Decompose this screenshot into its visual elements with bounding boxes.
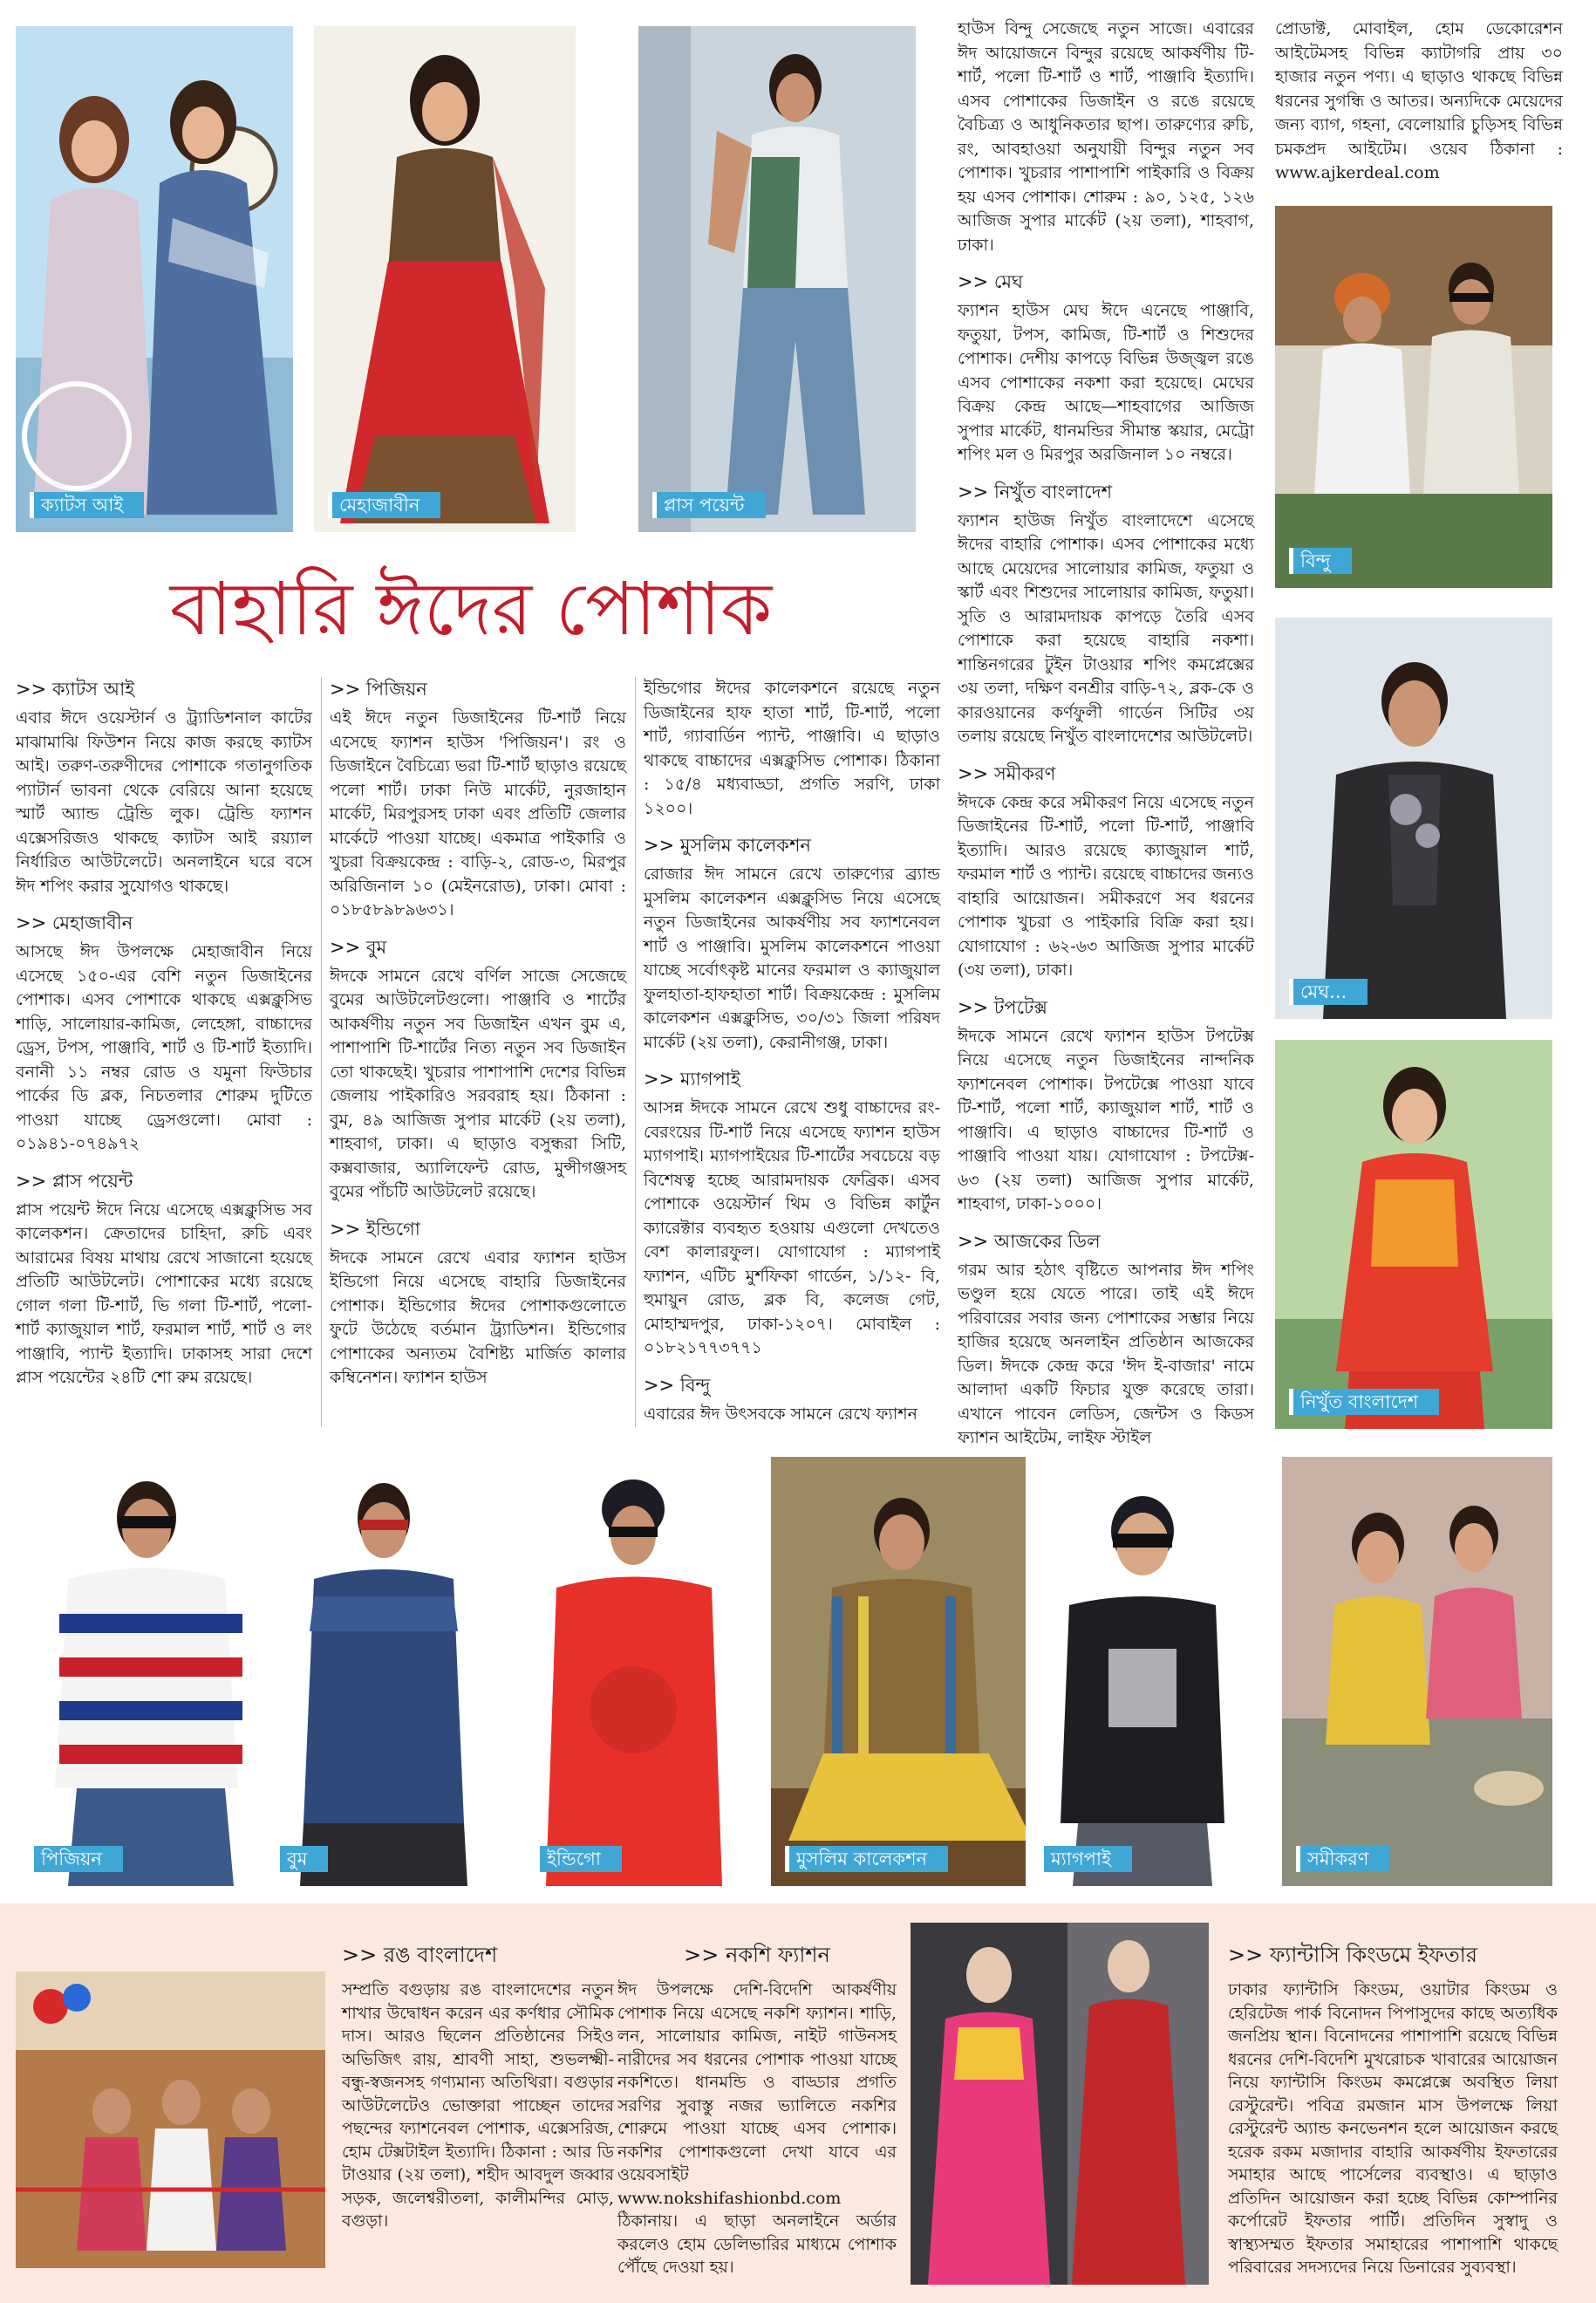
photo-pijion: [16, 1457, 286, 1886]
text-column-3: [644, 677, 940, 1427]
heading-somikoron: >> সমীকরণ: [958, 762, 1056, 784]
heading-indigo: >> ইন্ডিগো: [330, 1218, 420, 1240]
photo-plus-point: [638, 26, 916, 532]
heading-cats-eye: >> ক্যাটস আই: [16, 679, 135, 700]
photo-somikoron: [1282, 1457, 1552, 1886]
heading-boom: >> বুম: [330, 936, 387, 958]
caption-cats-eye: ক্যাটস আই: [30, 492, 144, 518]
paragraph-ajker-deal: গরম আর হঠাৎ বৃষ্টিতে আপনার ঈদ শপিং ভণ্ডুল হয়ে যেতে পারে। তাই এই ঈদে পরিবারের সবার জন্য পোশাকের সম্ভার নিয়ে হাজির হয়েছে অনলাইন প্রতিষ্ঠান আজকের ডিল। ঈদকে কেন্দ্র করে 'ঈদ ই-বাজার' নামে আলাদা একটি ফিচার যুক্ত করেছে তারা। এখানে পাবেন লেডিস, জেন্টস ও কিডস ফ্যাশন আইটেম, লাইফ স্টাইল: [958, 1260, 1254, 1447]
text-fantasy-kingdom: [1228, 1942, 1558, 2279]
heading-megh: >> মেঘ: [958, 271, 1024, 292]
caption-mehazabin: মেহাজাবীন: [328, 492, 440, 518]
text-column-ajker-cont: [1275, 17, 1563, 192]
heading-plus-point: >> প্লাস পয়েন্ট: [16, 1170, 133, 1192]
ajker-deal-continued: প্রোডাক্ট, মোবাইল, হোম ডেকোরেশন আইটেমসহ বিভিন্ন ক্যাটাগরি প্রায় ৩০ হাজার নতুন পণ্য। এ ছাড়াও থাকছে বিভিন্ন ধরনের সুগন্ধি ও আতর। অন্যদিকে মেয়েদের জন্য ব্যাগ, গহনা, বেলোয়ারি চুড়িসহ বিভিন্ন চমকপ্রদ আইটেম। ওয়েব ঠিকানা : www.ajkerdeal.com: [1275, 19, 1563, 182]
heading-nokshi-fashion: >> নকশি ফ্যাশন: [684, 1943, 830, 1967]
paragraph-bindu: এবারের ঈদ উৎসবকে সামনে রেখে ফ্যাশন: [644, 1404, 918, 1424]
heading-nikhut: >> নিখুঁত বাংলাদেশ: [958, 481, 1113, 502]
photo-magpie: [1026, 1457, 1259, 1886]
photo-cats-eye: [16, 26, 293, 532]
caption-pijion: পিজিয়ন: [30, 1846, 123, 1872]
caption-boom: বুম: [276, 1846, 328, 1872]
text-nokshi-fashion: [617, 1942, 897, 2279]
caption-magpie: ম্যাগপাই: [1040, 1846, 1132, 1872]
paragraph-mehazabin: আসছে ঈদ উপলক্ষে মেহাজাবীন নিয়ে এসেছে ১৫০-এর বেশি নতুন ডিজাইনের পোশাক। এসব পোশাকে থাকছে এক্সক্লুসিভ শাড়ি, সালোয়ার-কামিজ, লেহেঙ্গা, বাচ্চাদের ড্রেস, টপস, পাঞ্জাবি, শার্ট ও টি-শার্ট ইত্যাদি। বনানী ১১ নম্বর রোড ও যমুনা ফিউচার পার্কের ডি ব্লক, নিচতলার শোরুম দুটিতে পাওয়া যাচ্ছে ড্রেসগুলো। মোবা : ০১৯৪১-০৭৪৯৭২: [16, 942, 312, 1153]
heading-mehazabin: >> মেহাজাবীন: [16, 912, 133, 933]
paragraph-rong-bangladesh: সম্প্রতি বগুড়ায় রঙ বাংলাদেশের নতুন শাখার উদ্বোধন করেন এর কর্ণধার সৌমিক দাস। আরও ছিলেন প্রতিষ্ঠানের সিইও অভিজিৎ রায়, শ্রাবণী সাহা, শুভলক্ষ্মী-বন্ধু-স্বজনসহ গণ্যমান্য অতিথিরা। বগুড়ার আউটলেটেও ভোক্তারা পাচ্ছেন তাদের পছন্দের ফ্যাশনেবল পোশাক, এক্সেসরিজ, হোম টেক্সটাইল ইত্যাদি। ঠিকানা : আর ডি টাওয়ার (২য় তলা), শহীদ আবদুল জব্বার সড়ক, জলেশ্বরীতলা, কালীমন্দির মোড়, বগুড়া।: [342, 1980, 614, 2231]
heading-magpie: >> ম্যাগপাই: [644, 1069, 740, 1090]
page-title: বাহারি ঈদের পোশাক: [169, 566, 773, 652]
caption-somikoron: সমীকরণ: [1296, 1846, 1389, 1872]
paragraph-boom: ঈদকে সামনে রেখে বর্ণিল সাজে সেজেছে বুমের আউটলেটগুলো। পাঞ্জাবি ও শার্টের আকর্ষণীয় নতুন সব ডিজাইন এখন বুম এ, পাশাপাশি টি-শার্টের নিত্য নতুন সব ডিজাইন তো থাকছেই। খুচরার পাশাপাশি দেশের বিভিন্ন জেলায় পাইকারিও সরবরাহ হয়। ঠিকানা : বুম, ৪৯ আজিজ সুপার মার্কেট (২য় তলা), শাহবাগ, ঢাকা। এ ছাড়াও বসুন্ধরা সিটি, কক্সবাজার, অ্যালিফেন্ট রোড, মুন্সীগঞ্জসহ বুমের পাঁচটি আউটলেট রয়েছে।: [330, 966, 626, 1201]
paragraph-topten: ঈদকে সামনে রেখে ফ্যাশন হাউস টপটেক্স নিয়ে এসেছে নতুন ডিজাইনের নান্দনিক ফ্যাশনেবল পোশাক। টপটেক্সে পাওয়া যাবে টি-শার্ট, পলো শার্ট, ক্যাজুয়াল শার্ট, শার্ট ও পাঞ্জাবি। এ ছাড়াও বাচ্চাদের টি-শার্ট ও পাঞ্জাবি পাওয়া যায়। যোগাযোগ : টপটেক্স- ৬৩ (২য় তলা) আজিজ সুপার মার্কেট, শাহবাগ, ঢাকা-১০০০।: [958, 1026, 1254, 1213]
column-divider: [321, 677, 322, 1427]
heading-bindu: >> বিন্দু: [644, 1374, 711, 1396]
caption-indigo: ইন্ডিগো: [535, 1846, 622, 1872]
photo-bindu: [1275, 206, 1552, 588]
photo-nokshi-fashion: [911, 1923, 1209, 2285]
caption-plus-point: প্লাস পয়েন্ট: [652, 492, 766, 518]
paragraph-fantasy-kingdom: ঢাকার ফ্যান্টাসি কিংডম, ওয়াটার কিংডম ও হেরিটেজ পার্ক বিনোদন পিপাসুদের কাছে অত্যধিক জনপ্রিয় স্থান। বিনোদনের পাশাপাশি রয়েছে বিভিন্ন ধরনের দেশি-বিদেশি মুখরোচক খাবারের আয়োজন নিয়ে ফ্যান্টাসি কিংডম কমপ্লেক্সে অবস্থিত লিয়া রেস্টুরেন্ট। পবিত্র রমজান মাস উপলক্ষে লিয়া রেস্টুরেন্ট অ্যান্ড কনভেনশন হলে আয়োজন করছে হরেক রকম মজাদার বাহারি আকর্ষণীয় ইফতারের সমাহার আছে পার্সেলের ব্যবস্থাও। এ ছাড়াও প্রতিদিন আয়োজন করা হচ্ছে বিভিন্ন কোম্পানির কর্পোরেট ইফতার পার্টি। প্রতিদিন সুস্বাদু ও স্বাস্থ্যসম্মত ইফতার সমাহারের পাশাপাশি থাকছে পরিবারের সদস্যদের নিয়ে ডিনারের সুব্যবস্থা।: [1228, 1980, 1558, 2277]
paragraph-cats-eye: এবার ঈদে ওয়েস্টার্ন ও ট্র্যাডিশনাল কাটের মাঝামাঝি ফিউশন নিয়ে কাজ করছে ক্যাটস আই। তরুণ-তরুণীদের পোশাকে গতানুগতিক প্যাটার্ন ভাবনা থেকে বেরিয়ে আনা হয়েছে স্মার্ট অ্যান্ড ট্রেন্ডি লুক। ট্রেন্ডি ফ্যাশন এক্সেসরিজও থাকছে ক্যাটস আই রয়্যাল নির্ধারিত আউটলেটে। অনলাইনে ঘরে বসে ঈদ শপিং করার সুযোগও থাকছে।: [16, 708, 312, 896]
indigo-continued: ইন্ডিগোর ঈদের কালেকশনে রয়েছে নতুন ডিজাইনের হাফ হাতা শার্ট, টি-শার্ট, পলো শার্ট, গ্যাবার্ডিন প্যান্ট, পাঞ্জাবি। এ ছাড়াও থাকছে বাচ্চাদের এক্সক্লুসিভ পোশাক। ঠিকানা : ১৫/৪ মধ্যবাড্ডা, প্রগতি সরণি, ঢাকা ১২০০।: [644, 679, 940, 818]
photo-megh: [1275, 618, 1552, 1019]
paragraph-nokshi-fashion: ঈদ উপলক্ষে দেশি-বিদেশি আকর্ষণীয় পোশাক নিয়ে এসেছে নকশি ফ্যাশন। শাড়ি, লন, সালোয়ার কামিজ, নাইট গাউনসহ নারীদের সব ধরনের পোশাক পাওয়া যাচ্ছে নকশিতে। ধানমন্ডি ও বাড্ডার প্রগতি সরণির সুবাস্তু নজর ভ্যালিতে নকশির শোরুমে পাওয়া যাচ্ছে এসব পোশাক। নকশির পোশাকগুলো দেখা যাবে এর ওয়েবসাইট www.nokshifashionbd.com ঠিকানায়। এ ছাড়া অনলাইনে অর্ডার করলেও হোম ডেলিভারির মাধ্যমে পোশাক পৌঁছে দেওয়া হয়।: [617, 1980, 897, 2277]
photo-boom: [262, 1457, 506, 1886]
photo-mehazabin: [314, 26, 576, 532]
paragraph-indigo: ঈদকে সামনে রেখে এবার ফ্যাশন হাউস ইন্ডিগো নিয়ে এসেছে বাহারি ডিজাইনের পোশাক। ইন্ডিগোর ঈদের পোশাকগুলোতে ফুটে উঠেছে বর্তমান ট্র্যাডিশন। ইন্ডিগোর পোশাকের অন্যতম বৈশিষ্ট্য মার্জিত কালার কম্বিনেশন। ফ্যাশন হাউস: [330, 1247, 626, 1387]
bindu-continued: হাউস বিন্দু সেজেছে নতুন সাজে। এবারের ঈদ আয়োজনে বিন্দুর রয়েছে আকর্ষণীয় টি-শার্ট, পলো টি-শার্ট ও শার্ট, পাঞ্জাবি ইত্যাদি। এসব পোশাকের ডিজাইন ও রঙে রয়েছে বৈচিত্র্য ও আধুনিকতার ছাপ। তারুণ্যের রুচি, রং, আবহাওয়া অনুযায়ী বিন্দুর নতুন সব পোশাক। খুচরার পাশাপাশি পাইকারি ও বিক্রয় হয় এসব পোশাক। শোরুম : ৯০, ১২৫, ১২৬ আজিজ সুপার মার্কেট (২য় তলা), শাহবাগ, ঢাকা।: [958, 19, 1254, 255]
text-rong-bangladesh: [342, 1942, 614, 2233]
heading-pijion: >> পিজিয়ন: [330, 679, 427, 700]
photo-indigo: [522, 1457, 747, 1886]
caption-nikhut: নিখুঁত বাংলাদেশ: [1289, 1389, 1439, 1415]
heading-ajker-deal: >> আজকের ডিল: [958, 1230, 1101, 1252]
bottom-section: [0, 1903, 1596, 2303]
heading-muslim-collection: >> মুসলিম কালেকশন: [644, 835, 811, 856]
photo-muslim-collection: [771, 1457, 1041, 1886]
photo-rong-bangladesh: [16, 1972, 325, 2268]
heading-fantasy-kingdom: >> ফ্যান্টাসি কিংডমে ইফতার: [1228, 1943, 1477, 1967]
caption-muslim-collection: মুসলিম কালেকশন: [785, 1846, 948, 1872]
photo-nikhut: [1275, 1040, 1552, 1429]
paragraph-pijion: এই ঈদে নতুন ডিজাইনের টি-শার্ট নিয়ে এসেছে ফ্যাশন হাউস 'পিজিয়ন'। রং ও ডিজাইনে বৈচিত্র্যে ভরা টি-শার্ট ছাড়াও রয়েছে পলো শার্ট। ঢাকা নিউ মার্কেট, নুরজাহান মার্কেট, মিরপুরসহ ঢাকা এবং প্রতিটি জেলার মার্কেটে পাওয়া যাচ্ছে। একমাত্র পাইকারি ও খুচরা বিক্রয়কেন্দ্র : বাড়ি-২, রোড-৩, মিরপুর অরিজিনাল ১০ (মেইনরোড), ঢাকা। মোবা : ০১৮৫৮৯৮৯৬৩১।: [330, 708, 626, 919]
paragraph-somikoron: ঈদকে কেন্দ্র করে সমীকরণ নিয়ে এসেছে নতুন ডিজাইনের টি-শার্ট, পলো টি-শার্ট, পাঞ্জাবি ইত্যাদি। আরও রয়েছে ক্যাজুয়াল শার্ট, ফরমাল শার্ট ও প্যান্ট। রয়েছে বাচ্চাদের জন্যও বাহারি আয়োজন। সমীকরণে সব ধরনের পোশাক খুচরা ও পাইকারি বিক্রি করা হয়। যোগাযোগ : ৬২-৬৩ আজিজ সুপার মার্কেট (৩য় তলা), ঢাকা।: [958, 792, 1254, 980]
paragraph-nikhut: ফ্যাশন হাউজ নিখুঁত বাংলাদেশে এসেছে ঈদের বাহারি পোশাক। এসব পোশাকের মধ্যে আছে মেয়েদের সালোয়ার কামিজ, ফতুয়া ও স্কার্ট এবং শিশুদের সালোয়ার কামিজ, ফতুয়া। সুতি ও আরামদায়ক কাপড়ে তৈরি এসব পোশাকে করা হয়েছে বাহারি নকশা। শান্তিনগরের টুইন টাওয়ার শপিং কমপ্লেক্সের ৩য় তলা, দক্ষিণ বনশ্রীর বাড়ি-৭২, ব্লক-কে ও কারওয়ানের কর্ণফুলী গার্ডেন সিটির ৩য় তলায় রয়েছে নিখুঁত বাংলাদেশের আউটলেট।: [958, 510, 1254, 746]
text-column-bindu-cont: [958, 17, 1254, 1447]
text-column-1: [16, 677, 312, 1427]
text-column-2: [330, 677, 626, 1427]
heading-topten: >> টপটেক্স: [958, 996, 1047, 1018]
heading-rong-bangladesh: >> রঙ বাংলাদেশ: [342, 1943, 498, 1967]
paragraph-magpie: আসন্ন ঈদকে সামনে রেখে শুধু বাচ্চাদের রং-বেরংয়ের টি-শার্ট নিয়ে এসেছে ফ্যাশন হাউস ম্যাগপাই। ম্যাগপাইয়ের টি-শার্টের সবচেয়ে বড় বিশেষত্ব হচ্ছে আরামদায়ক ফেব্রিক। এসব পোশাকে ওয়েস্টার্ন থিম ও বিভিন্ন কার্টুন ক্যারেক্টার ব্যবহৃত হওয়ায় এগুলো দেখতেও বেশ কালারফুল। যোগাযোগ : ম্যাগপাই ফ্যাশন, এটিচ মুর্শফিকা গার্ডেন, ১/১২- বি, হুমায়ুন রোড, ব্লক বি, কলেজ গেট, মোহাম্মদপুর, ঢাকা-১২০৭। মোবাইল : ০১৮২১৭৭৩৭৭১: [644, 1098, 940, 1357]
paragraph-plus-point: প্লাস পয়েন্ট ঈদে নিয়ে এসেছে এক্সক্লুসিভ সব কালেকশন। ক্রেতাদের চাহিদা, রুচি এবং আরামের বিষয় মাথায় রেখে সাজানো হয়েছে প্রতিটি আউটলেট। পোশাকের মধ্যে রয়েছে গোল গলা টি-শার্ট, ভি গলা টি-শার্ট, পলো-শার্ট ক্যাজুয়াল শার্ট, ফরমাল শার্ট, শার্ট ও লং পাঞ্জাবি, প্যান্ট ইত্যাদি। ঢাকাসহ সারা দেশে প্লাস পয়েন্টের ২৪টি শো রুম রয়েছে।: [16, 1199, 312, 1387]
paragraph-muslim-collection: রোজার ঈদ সামনে রেখে তারুণ্যের ব্র্যান্ড মুসলিম কালেকশন এক্সক্লুসিভ নিয়ে এসেছে নতুন ডিজাইনের আকর্ষণীয় সব ফ্যাশনেবল শার্ট ও পাঞ্জাবি। মুসলিম কালেকশনে পাওয়া যাচ্ছে সর্বোৎকৃষ্ট মানের ফরমাল ও ক্যাজুয়াল ফুলহাতা-হাফহাতা শার্ট। বিক্রয়কেন্দ্র : মুসলিম কালেকশন এক্সক্লুসিভ, ৩০/৩১ জিলা পরিষদ মার্কেট (২য় তলা), কেরানীগঞ্জ, ঢাকা।: [644, 864, 940, 1052]
column-divider: [635, 677, 636, 1427]
paragraph-megh: ফ্যাশন হাউস মেঘ ঈদে এনেছে পাঞ্জাবি, ফতুয়া, টপস, কামিজ, টি-শার্ট ও শিশুদের পোশাক। দেশীয় কাপড়ে বিভিন্ন উজ্জ্বল রঙে এসব পোশাকের নকশা করা হয়েছে। মেঘের বিক্রয় কেন্দ্র আছে—শাহবাগের আজিজ সুপার মার্কেট, ধানমন্ডির সীমান্ত স্কয়ার, মেট্রো শপিং মল ও মিরপুর অরজিনাল ১০ নম্বরে।: [958, 301, 1254, 464]
caption-bindu: বিন্দু: [1289, 548, 1352, 574]
caption-megh: মেঘ...: [1289, 979, 1368, 1005]
